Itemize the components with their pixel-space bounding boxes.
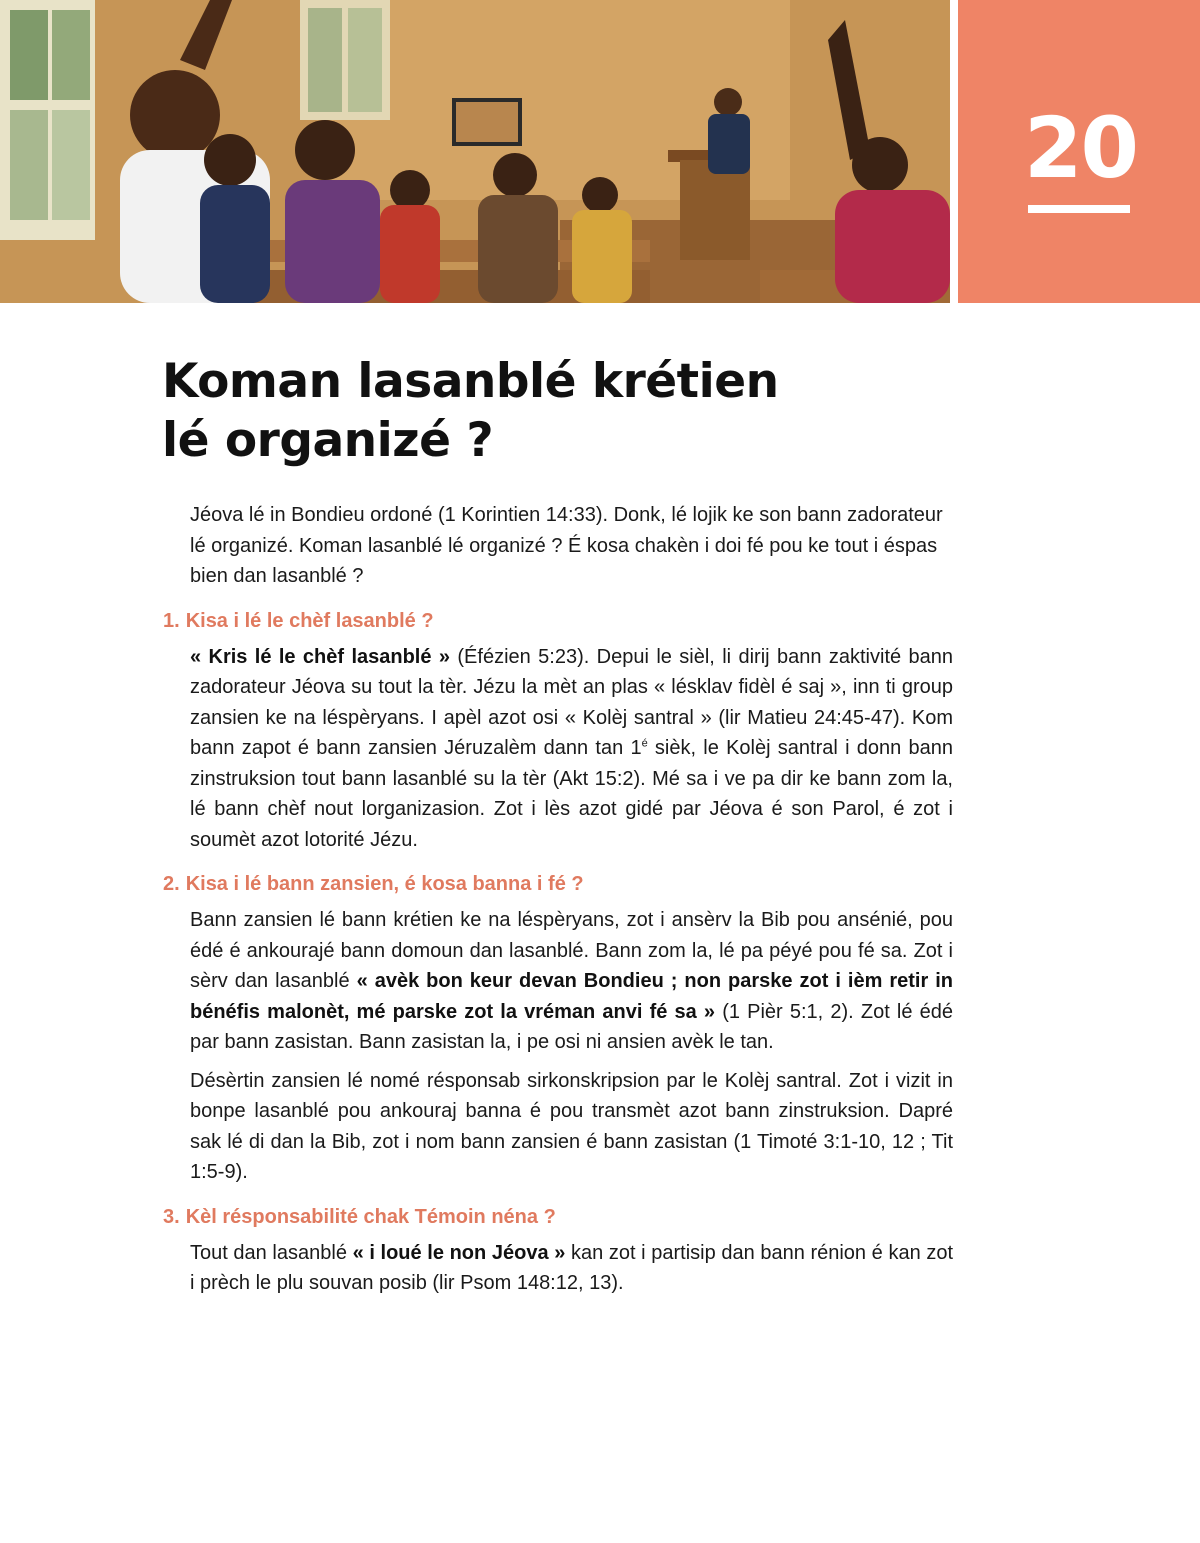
paragraph-text: sièk, le Kolèj santral i donn bann zinstruksion tout bann lasanblé su la tèr (Akt 15:2). Mé sa i ve pa dir ke bann zom la, lé bann chèf nout lorganizasion. Zot i lès azot gidé par Jéova é son Parol, é zot i soumèt azot lotorité Jézu.: [190, 737, 953, 851]
photo-illustration: [0, 0, 950, 303]
bold-quote: « avèk bon keur devan Bondieu ; non parske zot i ièm retir in bénéfis malonèt, mé parske zot la vréman anvi fé sa »: [190, 970, 953, 1023]
question-number: 3.: [163, 1205, 180, 1228]
section-paragraph: [190, 1238, 953, 1299]
lesson-content: [163, 500, 953, 1313]
question-text: Kisa i lé bann zansien, é kosa banna i fé ?: [185, 873, 584, 895]
question-text: Kisa i lé le chèf lasanblé ?: [185, 609, 434, 632]
superscript: é: [641, 737, 648, 750]
paragraph-text: (1 Pièr 5:1, 2). Zot lé édé par bann zasistan. Bann zasistan la, i pe osi ni ansien avèk le tan.: [190, 1000, 954, 1053]
paragraph-text: (Éfézien 5:23). Depui le sièl, li dirij bann zaktivité bann zadorateur Jéova su tout la tèr. Jézu la mèt an plas « lésklav fidèl é saj », inn ti group zansien ke na léspèryans. I apèl azot osi « Kolèj santral » (lir Matieu 24:45-47). Kom bann zapot é bann zansien Jéruzalèm dann tan 1: [190, 645, 953, 759]
paragraph-text: Bann zansien lé bann krétien ke na léspèryans, zot i ansèrv la Bib pou ansénié, pou édé é ankourajé bann domoun dan lasanblé. Bann zom la, lé pa péyé pou fé sa. Zot i sèrv dan lasanblé: [190, 909, 953, 992]
congregation-meeting-photo: [0, 0, 950, 303]
section-3: [163, 1202, 953, 1299]
title-line-1: Koman lasanblé krétien: [162, 354, 779, 409]
lesson-number: 20: [1024, 99, 1137, 197]
question-number: 1.: [163, 609, 180, 632]
section-1: [163, 606, 953, 856]
bold-quote: « i loué le non Jéova »: [352, 1241, 566, 1264]
paragraph-text: kan zot i partisip dan bann rénion é kan zot i prèch le plu souvan posib (lir Psom 148:12, 13).: [190, 1241, 953, 1294]
section-question: [163, 606, 953, 636]
section-2: [163, 869, 953, 1188]
section-paragraph: [190, 642, 953, 856]
bold-quote: « Kris lé le chèf lasanblé »: [190, 645, 450, 668]
question-text: Kèl résponsabilité chak Témoin néna ?: [185, 1205, 556, 1228]
question-number: 2.: [163, 873, 180, 895]
section-paragraph: Désèrtin zansien lé nomé résponsab sirkonskripsion par le Kolèj santral. Zot i vizit in bonpe lasanblé pou ankouraj banna é pou transmèt azot bann zinstruksion. Dapré sak lé di dan la Bib, zot i nom bann zansien é bann zasistan (1 Timoté 3:1-10, 12 ; Tit 1:5-9).: [190, 1069, 953, 1183]
section-question: [163, 869, 953, 899]
title-line-2: lé organizé ?: [162, 413, 494, 468]
section-paragraph: [190, 905, 953, 1058]
intro-paragraph: Jéova lé in Bondieu ordoné (1 Korintien 14:33). Donk, lé lojik ke son bann zadorateur lé organizé. Koman lasanblé lé organizé ? É kosa chakèn i doi fé pou ke tout i éspas bien dan lasanblé ?: [190, 504, 943, 587]
page-title: [162, 352, 922, 470]
badge-underline: [1028, 205, 1130, 213]
section-question: [163, 1202, 953, 1232]
paragraph-text: Tout dan lasanblé: [190, 1241, 353, 1264]
lesson-number-badge: [958, 0, 1200, 303]
